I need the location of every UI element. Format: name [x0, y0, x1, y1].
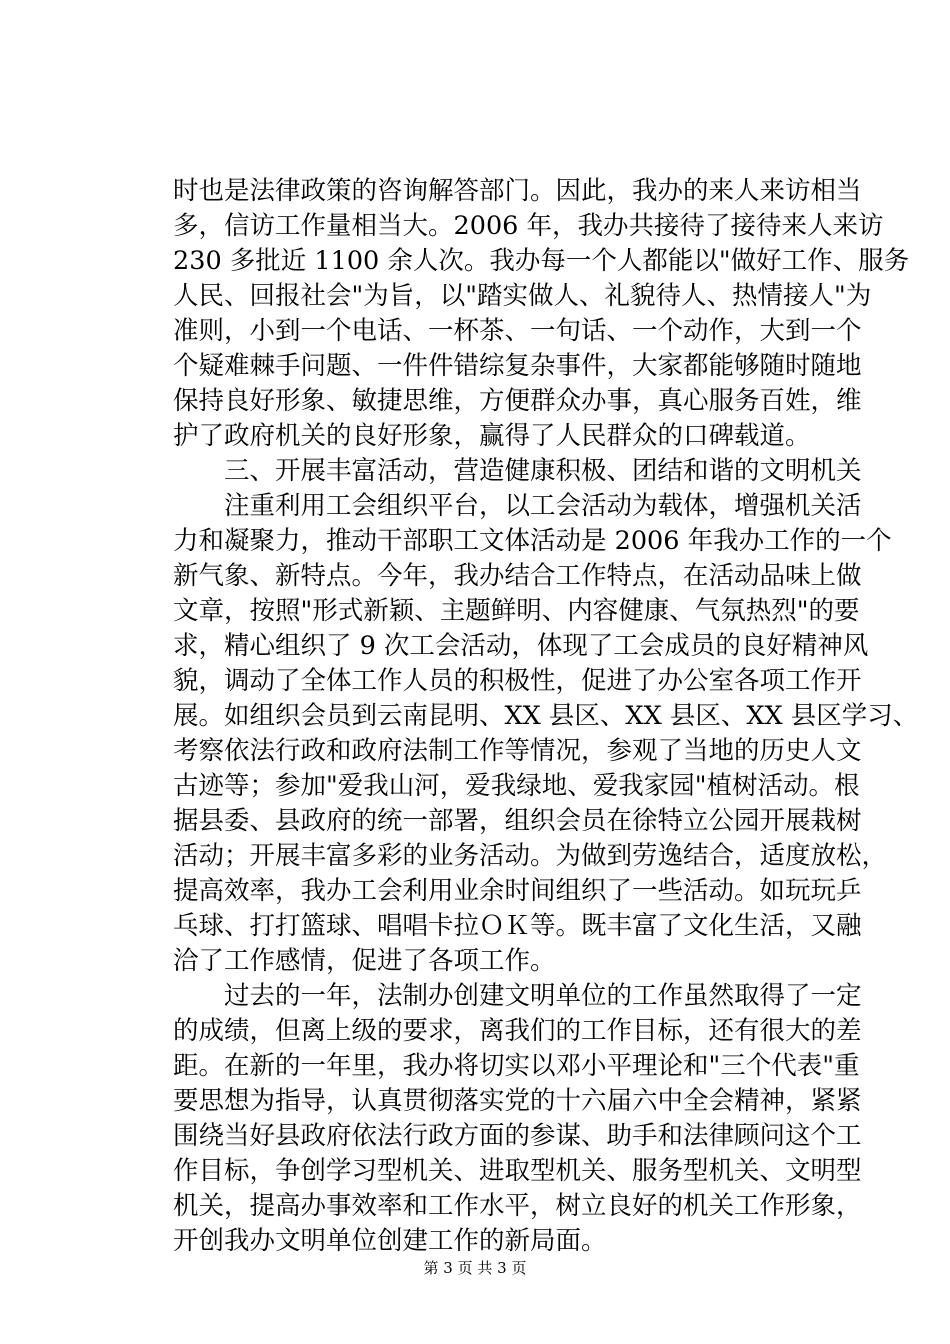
text-line: 机关，提高办事效率和工作水平，树立良好的机关工作形象，: [173, 1191, 862, 1221]
text-line: 护了政府机关的良好形象，赢得了人民群众的口碑载道。: [173, 421, 811, 451]
text-line: 时也是法律政策的咨询解答部门。因此，我办的来人来访相当: [173, 176, 862, 206]
text-line: 貌，调动了全体工作人员的积极性，促进了办公室各项工作开: [173, 666, 862, 696]
text-line: 考察依法行政和政府法制工作等情况，参观了当地的历史人文: [173, 736, 862, 766]
text-line: 新气象、新特点。今年，我办结合工作特点，在活动品味上做: [173, 561, 862, 591]
section-heading: 三、开展丰富活动，营造健康积极、团结和谐的文明机关: [224, 456, 862, 486]
text-line: 提高效率，我办工会利用业余时间组织了一些活动。如玩玩乒: [173, 876, 862, 906]
text-line: 准则，小到一个电话、一杯茶、一句话、一个动作，大到一个: [173, 316, 862, 346]
text-line: 个疑难棘手问题、一件件错综复杂事件，大家都能够随时随地: [173, 351, 862, 381]
text-line: 文章，按照"形式新颖、主题鲜明、内容健康、气氛热烈"的要: [173, 596, 860, 626]
text-line: 求，精心组织了 9 次工会活动，体现了工会成员的良好精神风: [173, 631, 869, 661]
text-line: 人民、回报社会"为旨，以"踏实做人、礼貌待人、热情接人"为: [173, 281, 872, 311]
text-line: 围绕当好县政府依法行政方面的参谋、助手和法律顾问这个工: [173, 1121, 862, 1151]
text-line: 乓球、打打篮球、唱唱卡拉ＯＫ等。既丰富了文化生活，又融: [173, 911, 862, 941]
text-line: 古迹等；参加"爱我山河，爱我绿地、爱我家园"植树活动。根: [173, 771, 860, 801]
text-line: 的成绩，但离上级的要求，离我们的工作目标，还有很大的差: [173, 1016, 862, 1046]
text-line: 洽了工作感情，促进了各项工作。: [173, 946, 556, 976]
text-line: 作目标，争创学习型机关、进取型机关、服务型机关、文明型: [173, 1156, 862, 1186]
text-line: 230 多批近 1100 余人次。我办每一个人都能以"做好工作、服务: [173, 246, 910, 276]
text-line: 活动；开展丰富多彩的业务活动。为做到劳逸结合，适度放松，: [173, 841, 888, 871]
text-line: 展。如组织会员到云南昆明、XX 县区、XX 县区、XX 县区学习、: [173, 701, 919, 731]
text-line: 开创我办文明单位创建工作的新局面。: [173, 1226, 607, 1256]
text-line: 注重利用工会组织平台，以工会活动为载体，增强机关活: [224, 491, 862, 521]
text-line: 要思想为指导，认真贯彻落实党的十六届六中全会精神，紧紧: [173, 1086, 862, 1116]
page-number-footer: 第 3 页 共 3 页: [423, 1259, 527, 1277]
text-line: 多，信访工作量相当大。2006 年，我办共接待了接待来人来访: [173, 211, 884, 241]
text-line: 距。在新的一年里，我办将切实以邓小平理论和"三个代表"重: [173, 1051, 860, 1081]
document-body: [173, 174, 919, 1259]
text-line: 力和凝聚力，推动干部职工文体活动是 2006 年我办工作的一个: [173, 526, 892, 556]
text-line: 据县委、县政府的统一部署，组织会员在徐特立公园开展栽树: [173, 806, 862, 836]
text-line: 过去的一年，法制办创建文明单位的工作虽然取得了一定: [224, 981, 862, 1011]
text-line: 保持良好形象、敏捷思维，方便群众办事，真心服务百姓，维: [173, 386, 862, 416]
